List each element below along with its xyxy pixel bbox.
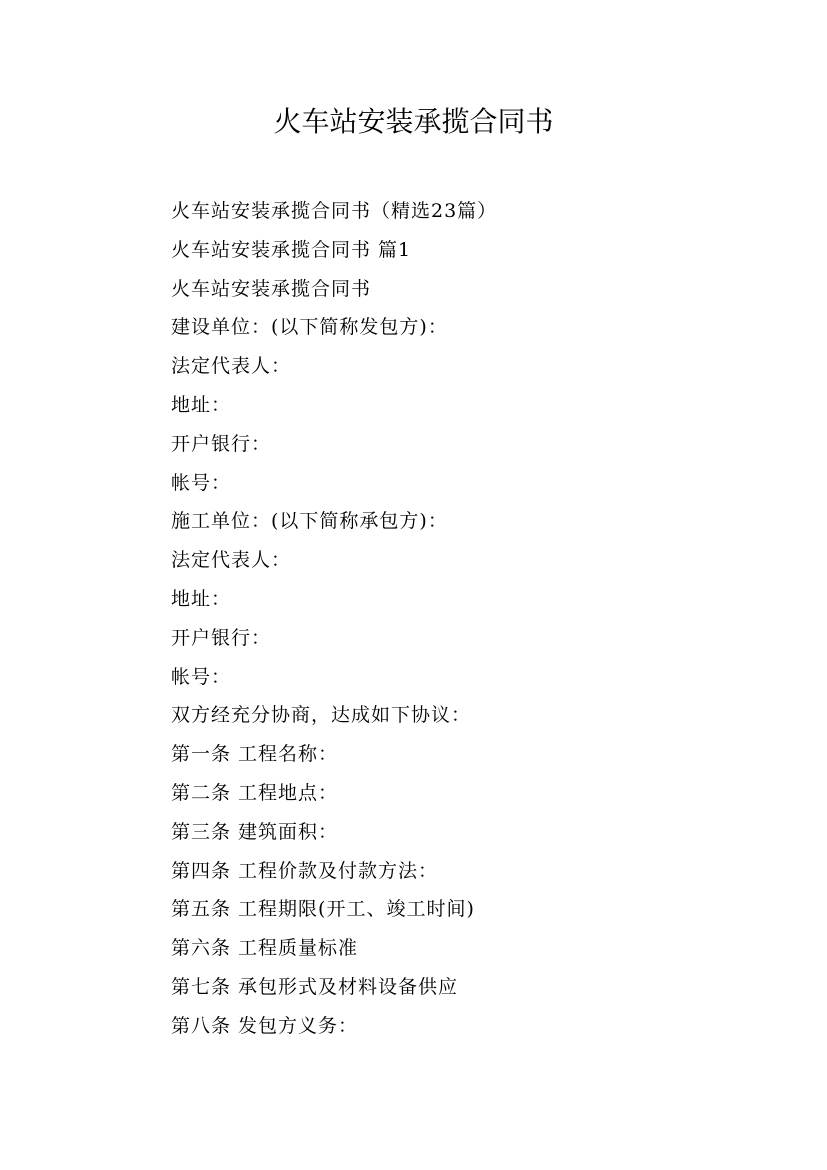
collection-title-line: 火车站安装承揽合同书（精选23篇） xyxy=(171,200,498,222)
contractor-bank-line: 开户银行： xyxy=(171,626,272,649)
employer-legal-rep-line: 法定代表人： xyxy=(171,355,292,378)
contractor-legal-rep-line: 法定代表人： xyxy=(171,549,292,572)
clause-2-line: 第二条 工程地点： xyxy=(171,781,339,804)
document-body xyxy=(171,192,771,1046)
article-heading-line: 火车站安装承揽合同书 篇1 xyxy=(171,238,412,261)
contractor-unit-line: 施工单位：(以下简称承包方)： xyxy=(171,510,448,533)
document-title: 火车站安装承揽合同书 xyxy=(273,105,554,138)
employer-address-line: 地址： xyxy=(171,393,232,416)
employer-unit-line: 建设单位：(以下简称发包方)： xyxy=(171,316,448,339)
employer-account-line: 帐号： xyxy=(171,471,232,494)
contract-name-line: 火车站安装承揽合同书 xyxy=(171,277,372,300)
agreement-intro-line: 双方经充分协商，达成如下协议： xyxy=(171,704,472,727)
contractor-account-line: 帐号： xyxy=(171,665,232,688)
clause-4-line: 第四条 工程价款及付款方法： xyxy=(171,859,439,882)
clause-6-line: 第六条 工程质量标准 xyxy=(171,937,359,960)
employer-bank-line: 开户银行： xyxy=(171,432,272,455)
clause-8-line: 第八条 发包方义务： xyxy=(171,1014,359,1037)
clause-5-line: 第五条 工程期限(开工、竣工时间) xyxy=(171,898,475,921)
clause-7-line: 第七条 承包形式及材料设备供应 xyxy=(171,975,459,998)
clause-1-line: 第一条 工程名称： xyxy=(171,743,339,766)
clause-3-line: 第三条 建筑面积： xyxy=(171,820,339,843)
contractor-address-line: 地址： xyxy=(171,587,232,610)
